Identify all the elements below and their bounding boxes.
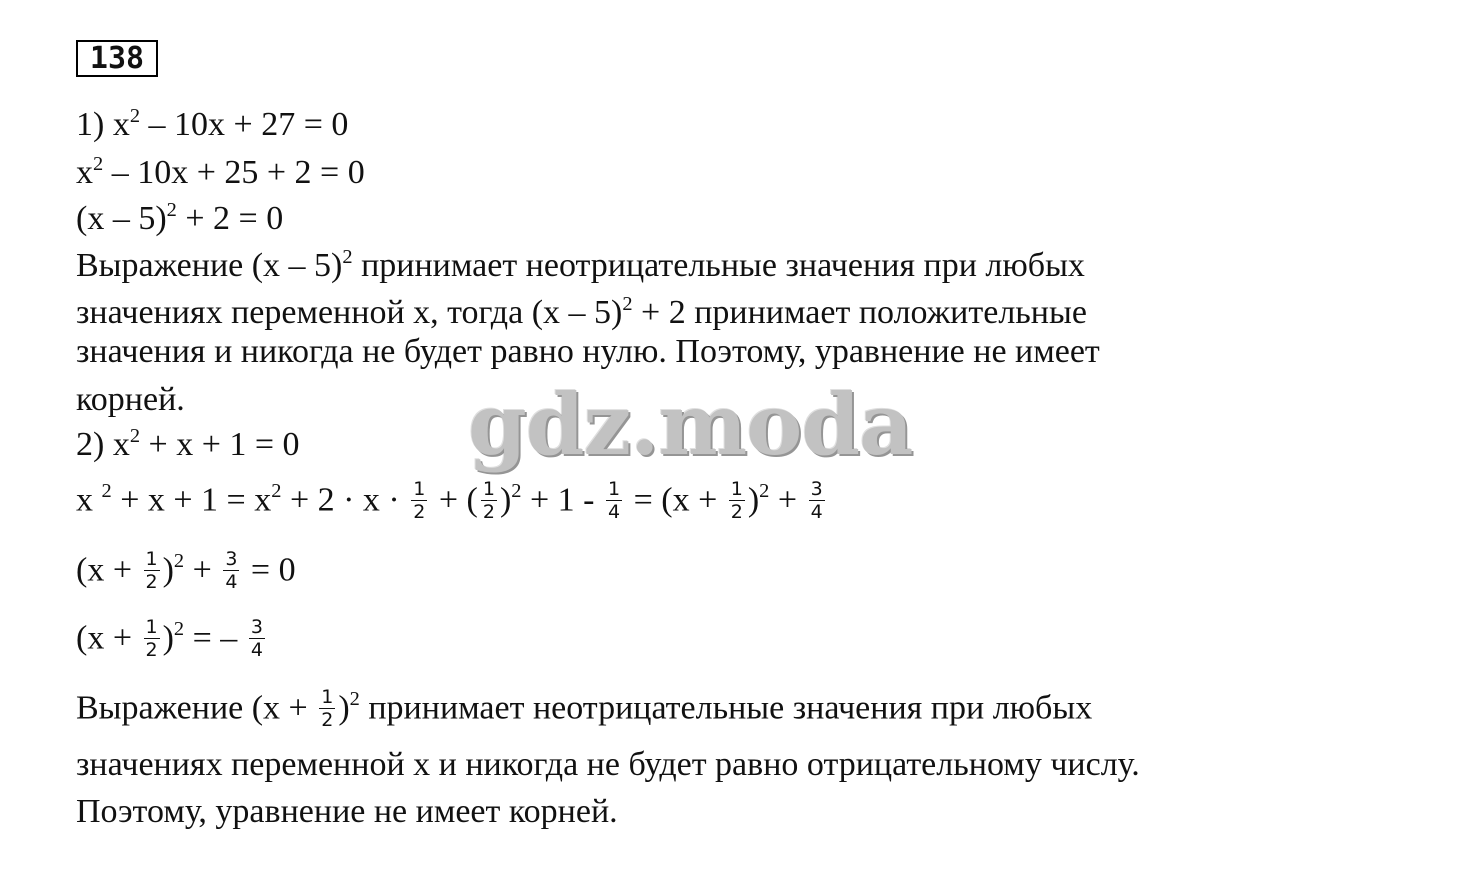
part2-equation: 2) $x^2 + x + 1 = 0$ <box>76 424 300 463</box>
part1-paragraph-line2: значениях переменной x, тогда (x – 5)$^2$ + 2 принимает положительные <box>76 292 1087 331</box>
part2-paragraph-line1: Выражение (x + $\frac{1}{2}$ )$^2$ принимает неотрицательные значения при любых <box>76 686 1093 731</box>
part1-step2: (x – 5)$^2$ + 2 = 0 <box>76 198 284 237</box>
part2-complete-square: x $^2 + x + 1 = x^2 + 2 \cdot x$ · $\frac{1}{2}$ + ( $\frac{1}{2}$ )$^2$ + 1 - $\frac{1}{4}$ = (x + $\frac{1}{2}$ )$^2$ + $\frac{3}{4}$ <box>76 478 823 523</box>
fraction-one-half: $\frac{1}{2}$ <box>413 478 426 523</box>
part1-paragraph-line1: Выражение (x – 5)$^2$ принимает неотрицательные значения при любых <box>76 245 1085 284</box>
problem-number-box: 138 <box>76 40 158 77</box>
part2-paragraph-line2: значениях переменной x и никогда не будет равно отрицательному числу. <box>76 746 1140 783</box>
fraction-one-half: $\frac{1}{2}$ <box>482 478 495 523</box>
fraction-one-half: $\frac{1}{2}$ <box>145 548 158 593</box>
fraction-three-quarters: $\frac{3}{4}$ <box>810 478 823 523</box>
fraction-one-half: $\frac{1}{2}$ <box>145 616 158 661</box>
fraction-three-quarters: $\frac{3}{4}$ <box>225 548 238 593</box>
part2-step1: (x + $\frac{1}{2}$ )$^2$ + $\frac{3}{4}$ = 0 <box>76 548 296 593</box>
fraction-three-quarters: $\frac{3}{4}$ <box>250 616 263 661</box>
fraction-one-quarter: $\frac{1}{4}$ <box>607 478 621 523</box>
part1-paragraph-line4: корней. <box>76 381 185 418</box>
watermark-logo: gdz.moda <box>468 375 913 474</box>
fraction-one-half: $\frac{1}{2}$ <box>730 478 743 523</box>
part1-equation: 1) $x^2 - 10x + 27 = 0$ <box>76 104 349 143</box>
fraction-one-half: $\frac{1}{2}$ <box>321 686 334 731</box>
part2-step2: (x + $\frac{1}{2}$ )$^2$ = – $\frac{3}{4}$ <box>76 616 263 661</box>
part2-paragraph-line3: Поэтому, уравнение не имеет корней. <box>76 793 618 830</box>
part1-paragraph-line3: значения и никогда не будет равно нулю. Поэтому, уравнение не имеет <box>76 333 1100 370</box>
part1-step1: $x^2 - 10x + 25 + 2 = 0$ <box>76 152 365 191</box>
